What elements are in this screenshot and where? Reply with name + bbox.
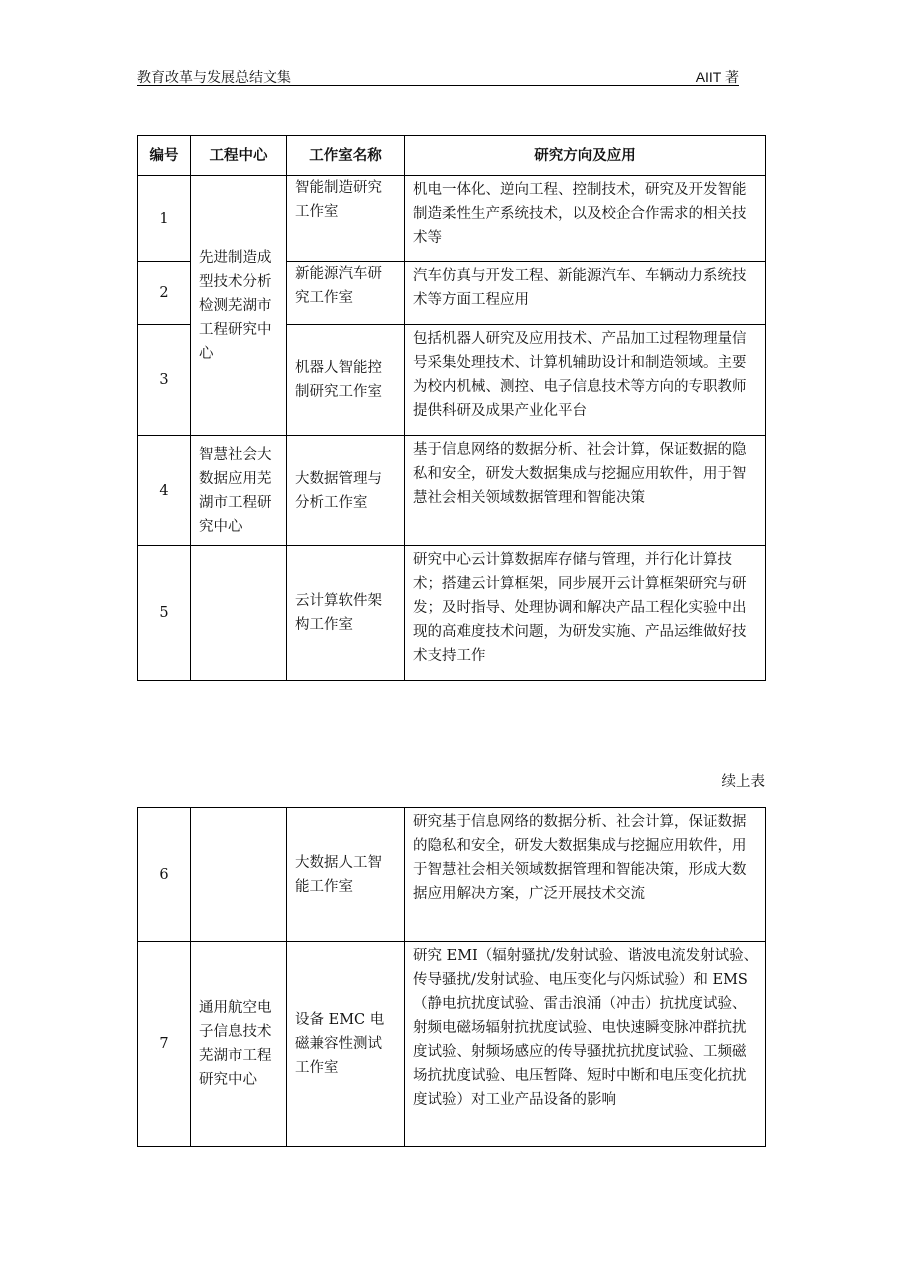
col-header-studio: 工作室名称 — [287, 136, 405, 176]
studio-name: 智能制造研究工作室 — [287, 176, 405, 262]
table-row — [138, 176, 766, 262]
engineering-center — [191, 808, 287, 942]
research-direction: 研究中心云计算数据库存储与管理，并行化计算技术；搭建云计算框架，同步展开云计算框架研究与研发；及时指导、处理协调和解决产品工程化实验中出现的高难度技术问题，为研发实施、产品运维做好技术支持工作 — [405, 546, 766, 681]
table-row — [138, 436, 766, 546]
studio-name: 设备 EMC 电磁兼容性测试工作室 — [287, 942, 405, 1147]
row-number: 5 — [138, 546, 191, 681]
col-header-direction: 研究方向及应用 — [405, 136, 766, 176]
row-number: 2 — [138, 262, 191, 325]
studio-name: 新能源汽车研究工作室 — [287, 262, 405, 325]
research-direction: 研究基于信息网络的数据分析、社会计算，保证数据的隐私和安全，研发大数据集成与挖掘应用软件，用于智慧社会相关领域数据管理和智能决策，形成大数据应用解决方案，广泛开展技术交流 — [405, 808, 766, 942]
studio-name: 云计算软件架构工作室 — [287, 546, 405, 681]
table-row — [138, 808, 766, 942]
row-number: 6 — [138, 808, 191, 942]
research-direction: 基于信息网络的数据分析、社会计算，保证数据的隐私和安全，研发大数据集成与挖掘应用软件，用于智慧社会相关领域数据管理和智能决策 — [405, 436, 766, 546]
col-header-number: 编号 — [138, 136, 191, 176]
studio-name: 机器人智能控制研究工作室 — [287, 325, 405, 436]
engineering-center — [191, 546, 287, 681]
col-header-center: 工程中心 — [191, 136, 287, 176]
research-table — [137, 135, 766, 681]
research-direction: 包括机器人研究及应用技术、产品加工过程物理量信号采集处理技术、计算机辅助设计和制造领域。主要为校内机械、测控、电子信息技术等方向的专职教师提供科研及成果产业化平台 — [405, 325, 766, 436]
engineering-center: 先进制造成型技术分析检测芜湖市工程研究中心 — [191, 176, 287, 436]
table-header-row — [138, 136, 766, 176]
research-direction: 机电一体化、逆向工程、控制技术，研究及开发智能制造柔性生产系统技术，以及校企合作需求的相关技术等 — [405, 176, 766, 262]
studio-name: 大数据管理与分析工作室 — [287, 436, 405, 546]
engineering-center: 通用航空电子信息技术芜湖市工程研究中心 — [191, 942, 287, 1147]
engineering-center: 智慧社会大数据应用芜湖市工程研究中心 — [191, 436, 287, 546]
row-number: 7 — [138, 942, 191, 1147]
header-author: AIIT 著 — [695, 69, 739, 85]
research-table-continued — [137, 807, 766, 1147]
row-number: 1 — [138, 176, 191, 262]
research-direction: 研究 EMI（辐射骚扰/发射试验、谐波电流发射试验、传导骚扰/发射试验、电压变化与闪烁试验）和 EMS（静电抗扰度试验、雷击浪涌（冲击）抗扰度试验、射频电磁场辐射抗扰度试验、电快速瞬变脉冲群抗扰度试验、射频场感应的传导骚扰抗扰度试验、工频磁场抗扰度试验、电压暂降、短时中断和电压变化抗扰度试验）对工业产品设备的影响 — [405, 942, 766, 1147]
studio-name: 大数据人工智能工作室 — [287, 808, 405, 942]
table-row — [138, 942, 766, 1147]
page-header — [137, 66, 739, 86]
row-number: 4 — [138, 436, 191, 546]
research-direction: 汽车仿真与开发工程、新能源汽车、车辆动力系统技术等方面工程应用 — [405, 262, 766, 325]
row-number: 3 — [138, 325, 191, 436]
header-title: 教育改革与发展总结文集 — [137, 70, 291, 86]
continued-label: 续上表 — [721, 774, 765, 790]
table-row — [138, 546, 766, 681]
